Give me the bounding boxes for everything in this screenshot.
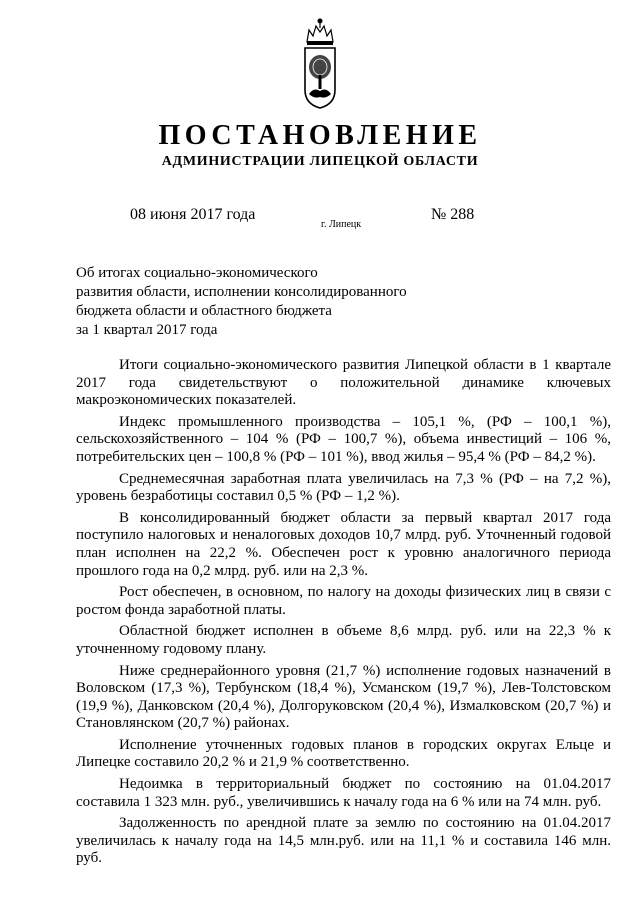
body-paragraph: Итоги социально-экономического развития Липецкой области в 1 квартале 2017 года свидетельствуют о положительной динамике ключевых макроэкономических показателей.: [76, 357, 611, 409]
document-number: № 288: [431, 206, 475, 223]
document-body: [76, 357, 611, 872]
subject-line: развития области, исполнении консолидированного: [76, 284, 407, 300]
body-paragraph: Индекс промышленного производства – 105,1 %, (РФ – 100,1 %), сельскохозяйственного – 104 % (РФ – 100,7 %), объема инвестиций – 106 %, потребительских цен – 100,8 % (РФ – 101 %), ввод жилья – 95,4 % (РФ – 84,2 %).: [76, 413, 611, 465]
body-paragraph: Задолженность по арендной плате за землю по состоянию на 01.04.2017 увеличилась к началу года на 14,5 млн.руб. или на 11,1 % и составила 146 млн. руб.: [76, 815, 611, 867]
body-paragraph: Среднемесячная заработная плата увеличилась на 7,3 % (РФ – на 7,2 %), уровень безработицы составил 0,5 % (РФ – 1,2 %).: [76, 470, 611, 505]
body-paragraph: Рост обеспечен, в основном, по налогу на доходы физических лиц в связи с ростом фонда заработной платы.: [76, 584, 611, 618]
body-paragraph: Областной бюджет исполнен в объеме 8,6 млрд. руб. или на 22,3 % к уточненному годовому плану.: [76, 623, 611, 657]
document-date: 08 июня 2017 года: [130, 206, 256, 223]
document-subtitle: АДМИНИСТРАЦИИ ЛИПЕЦКОЙ ОБЛАСТИ: [161, 154, 479, 169]
body-paragraph: Недоимка в территориальный бюджет по состоянию на 01.04.2017 составила 1 323 млн. руб., увеличившись к началу года на 6 % или на 74 млн. руб.: [76, 776, 611, 810]
document-subject: [76, 264, 456, 340]
subject-line: Об итогах социально-экономического: [76, 265, 318, 281]
body-paragraph: Ниже среднерайонного уровня (21,7 %) исполнение годовых назначений в Воловском (17,3 %), Тербунском (18,4 %), Усманском (19,7 %), Лев-Толстовском (19,9 %), Данковском (20,4 %), Долгоруковском (20,4 %), Измалковском (20,7 %) и Становлянском (20,7 %) районах.: [76, 662, 611, 732]
document-title: ПОСТАНОВЛЕНИЕ: [158, 120, 482, 151]
subject-line: за 1 квартал 2017 года: [76, 322, 218, 338]
body-paragraph: Исполнение уточненных годовых планов в городских округах Ельце и Липецке составило 20,2 % и 21,9 % соответственно.: [76, 736, 611, 771]
subject-line: бюджета области и областного бюджета: [76, 303, 332, 319]
body-paragraph: В консолидированный бюджет области за первый квартал 2017 года поступило налоговых и неналоговых доходов 10,7 млрд. руб. Уточненный годовой план исполнен на 22,2 %. Обеспечен рост к уровню аналогичного периода прошлого года на 0,2 млрд. руб. или на 2,3 %.: [76, 509, 611, 579]
document-city: г. Липецк: [321, 219, 362, 230]
coat-of-arms-emblem: [300, 12, 340, 110]
coat-of-arms-icon: [300, 12, 340, 110]
